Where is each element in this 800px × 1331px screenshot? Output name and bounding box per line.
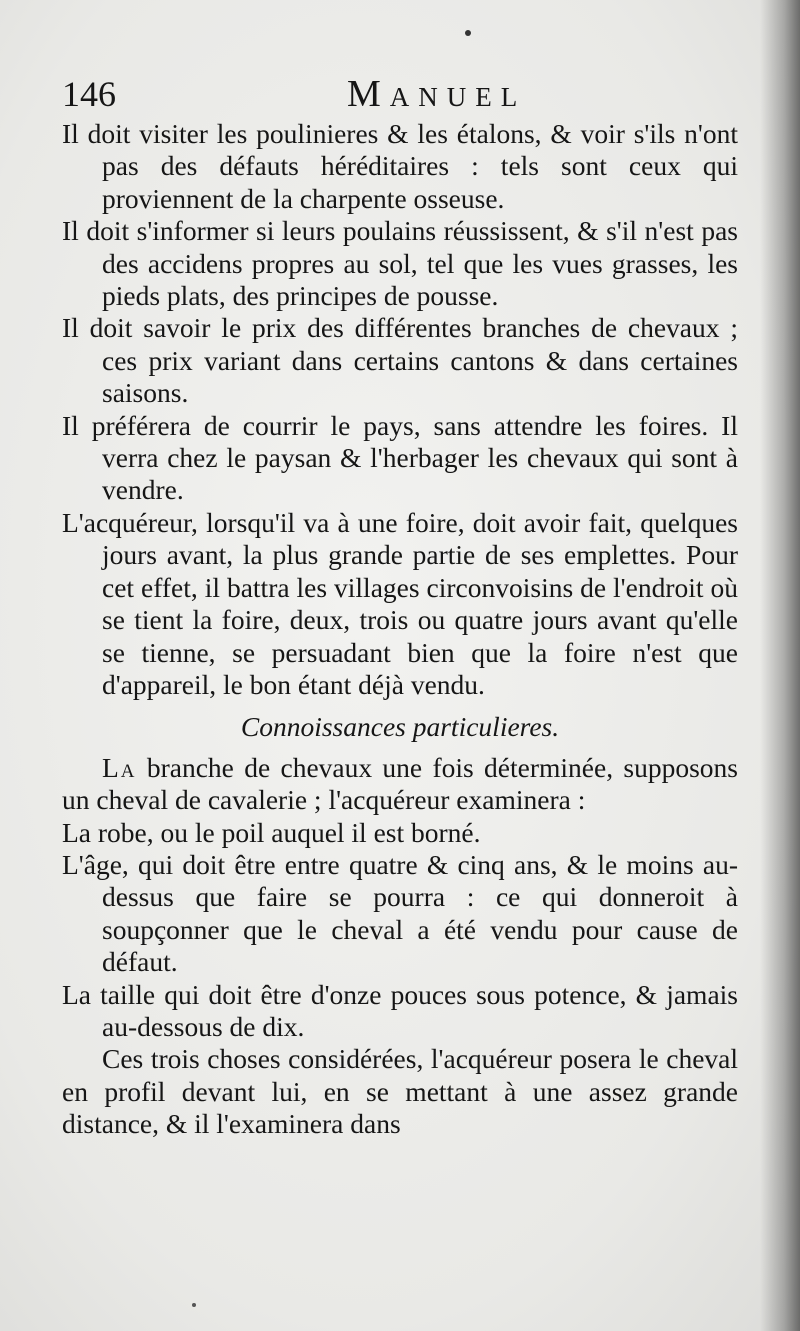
section-heading: Connoissances particulieres. — [240, 711, 560, 743]
paragraph-1: Il doit visiter les poulinieres & les étalons, & voir s'ils n'ont pas des défauts héréditaires : tels sont ceux qui proviennent de la charpente osseuse. — [62, 118, 738, 214]
section-first-text: branche de chevaux une fois déterminée, supposons un cheval de cavalerie ; l'acquéreur examinera : — [62, 751, 739, 816]
top-ornament-dot — [465, 30, 471, 36]
dropcap-word: La — [102, 751, 137, 783]
list-item-age: L'âge, qui doit être entre quatre & cinq ans, & le moins au-dessus que faire se pourra : ce qui donneroit à soupçonner que le cheval a été vendu pour cause de défaut. — [62, 848, 738, 978]
closing-paragraph: Ces trois choses considérées, l'acquéreur posera le cheval en profil devant lui, en se mettant à une assez grande distance, & il l'examinera dans — [62, 1043, 738, 1140]
paragraph-2: Il doit s'informer si leurs poulains réussissent, & s'il n'est pas des accidens propres au sol, tel que les vues grasses, les pieds plats, des principes de pousse. — [62, 215, 738, 312]
bottom-ink-speck — [192, 1303, 196, 1307]
paragraph-4: Il préférera de courrir le pays, sans attendre les foires. Il verra chez le paysan & l'herbager les chevaux qui sont à vendre. — [62, 409, 738, 506]
page-body — [62, 118, 738, 1141]
paragraph-3: Il doit savoir le prix des différentes branches de chevaux ; ces prix variant dans certains cantons & dans certaines saisons. — [62, 312, 738, 409]
list-item-robe: La robe, ou le poil auquel il est borné. — [62, 816, 481, 848]
page-number: 146 — [62, 74, 116, 114]
list-item-taille: La taille qui doit être d'onze pouces sous potence, & jamais au-dessous de dix. — [62, 978, 738, 1042]
page-header — [62, 70, 742, 118]
paragraph-5: L'acquéreur, lorsqu'il va à une foire, doit avoir fait, quelques jours avant, la plus grande partie de ses emplettes. Pour cet effet, il battra les villages circonvoisins de l'endroit où se tient la foire, deux, trois ou quatre jours avant qu'elle se tienne, se persuadant bien que la foire n'est que d'appareil, le bon étant déjà vendu. — [62, 506, 738, 700]
page-binding-shadow — [760, 0, 800, 1331]
section-first-paragraph — [62, 752, 738, 817]
running-title: Manuel — [347, 73, 527, 115]
